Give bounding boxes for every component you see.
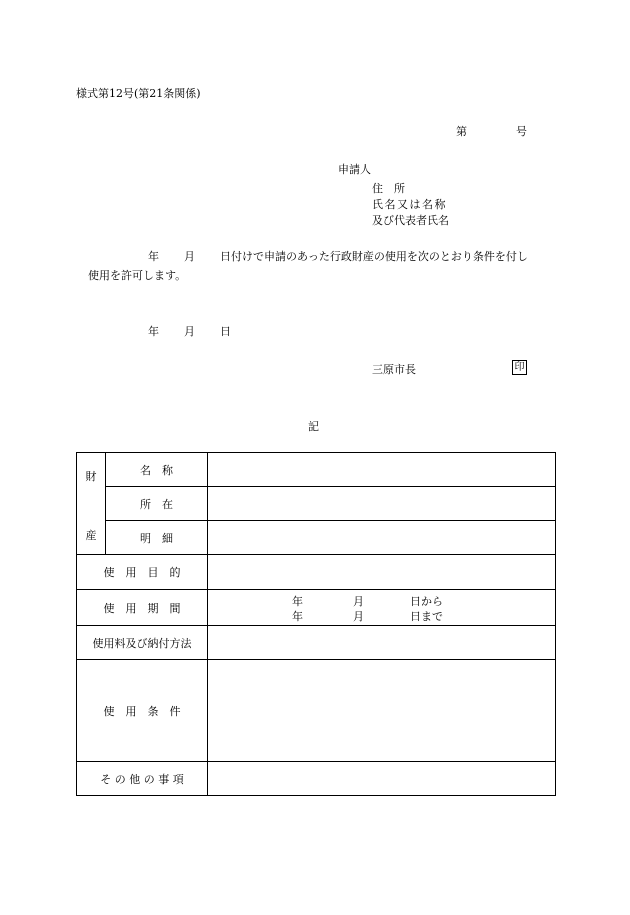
period-to-day: 日まで	[410, 610, 443, 623]
period-from-year: 年	[292, 595, 303, 608]
body-text-line2: 使用を許可します。	[88, 269, 187, 282]
fee-value-cell[interactable]	[208, 626, 556, 660]
date-day: 日	[220, 325, 231, 338]
ki-heading: 記	[308, 420, 319, 433]
other-value-cell[interactable]	[208, 762, 556, 796]
location-label: 所 在	[106, 487, 208, 521]
body-month: 月	[184, 250, 195, 263]
body-text-line1: 日付けで申請のあった行政財産の使用を次のとおり条件を付し	[220, 250, 528, 263]
period-from-day: 日から	[410, 595, 443, 608]
period-from-month: 月	[353, 595, 364, 608]
form-number: 様式第12号(第21条関係)	[76, 87, 201, 100]
purpose-value-cell[interactable]	[208, 555, 556, 590]
conditions-label: 使 用 条 件	[77, 660, 208, 762]
doc-number-go: 号	[516, 125, 527, 138]
detail-label: 明 細	[106, 521, 208, 555]
conditions-value-cell[interactable]	[208, 660, 556, 762]
name-value-cell[interactable]	[208, 453, 556, 487]
applicant-representative-label: 及び代表者氏名	[372, 214, 449, 227]
issuer-title: 三原市長	[372, 363, 416, 376]
period-to-year: 年	[292, 610, 303, 623]
name-label: 名 称	[106, 453, 208, 487]
location-value-cell[interactable]	[208, 487, 556, 521]
fee-label: 使用料及び納付方法	[77, 626, 208, 660]
applicant-address-label: 住 所	[372, 182, 405, 195]
period-value-cell[interactable]	[208, 590, 556, 626]
permit-table	[76, 452, 556, 796]
seal-stamp: 印	[512, 360, 527, 375]
property-san: 産	[85, 529, 97, 542]
other-label: そ の 他 の 事 項	[77, 762, 208, 796]
purpose-label: 使 用 目 的	[77, 555, 208, 590]
date-year: 年	[148, 325, 159, 338]
detail-value-cell[interactable]	[208, 521, 556, 555]
body-year: 年	[148, 250, 159, 263]
period-to-month: 月	[353, 610, 364, 623]
period-label: 使 用 期 間	[77, 590, 208, 626]
doc-number-dai: 第	[456, 125, 467, 138]
applicant-name-label: 氏名又は名称	[372, 198, 447, 211]
date-month: 月	[184, 325, 195, 338]
property-side-cell	[77, 453, 106, 555]
property-zai: 財	[85, 470, 97, 483]
applicant-label: 申請人	[338, 163, 371, 176]
